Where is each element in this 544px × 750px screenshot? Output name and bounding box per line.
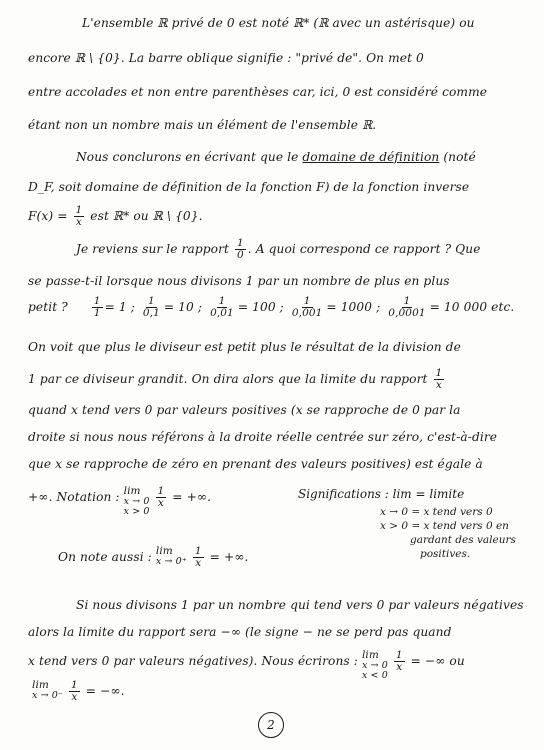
fraction-sequence: $\frac{1}{1}$ = 1 ; $\frac{1}{0,1}$ = 10 ; $\frac{1}{0,01}$ = 100 ; $\frac{1}{0,001}$ = 1000 ; $\frac{1}{0,0001}$ = 10 000 etc. [93, 295, 515, 319]
fraction-item: $\frac{1}{0,1}$ [142, 295, 160, 319]
p2-line-3 [28, 205, 203, 228]
significations-title: Significations : lim = limite [298, 487, 465, 501]
p3-line-2: se passe-t-il lorsque nous divisons 1 par un nombre de plus en plus [28, 274, 450, 288]
significations-line-1: x → 0 = x tend vers 0 [380, 506, 493, 518]
fraction-one-over-x: $\frac{1}{x}$ [71, 679, 78, 703]
p2-line-1-end: (noté [439, 150, 476, 164]
p1-line-2: encore ℝ \ {0}. La barre oblique signifie : "privé de". On met 0 [28, 51, 424, 65]
fraction-one-over-x: $\frac{1}{x}$ [75, 204, 83, 228]
fraction-item: $\frac{1}{0,01}$ [210, 295, 234, 319]
fraction-one-over-x: $\frac{1}{x}$ [435, 367, 443, 391]
fraction-one-over-x: $\frac{1}{x}$ [194, 545, 202, 569]
p5-line-4: lim x → 0⁻ $\frac{1}{x}$ = −∞. [32, 679, 125, 703]
domaine-de-definition-underlined: domaine de définition [302, 150, 440, 164]
p3-line-3 [28, 296, 514, 319]
p1-line-1: L'ensemble ℝ privé de 0 est noté ℝ* (ℝ avec un astérisque) ou [82, 16, 475, 30]
significations-line-3: gardant des valeurs [410, 534, 516, 546]
p3-line-1-end: . A quoi correspond ce rapport ? Que [247, 242, 481, 256]
p3-line-1-start: Je reviens sur le rapport [76, 242, 230, 256]
p3-line-4: On voit que plus le diviseur est petit plus le résultat de la division de [28, 340, 461, 354]
p1-line-4: étant non un nombre mais un élément de l'ensemble ℝ. [28, 118, 377, 132]
p3-line-6: quand x tend vers 0 par valeurs positives (x se rapproche de 0 par la [28, 403, 461, 417]
fraction-item: $\frac{1}{1}$ [93, 295, 101, 319]
fraction-one-over-zero: $\frac{1}{0}$ [237, 237, 244, 261]
limit-expression: lim x → 0⁺ [155, 545, 187, 567]
p2-line-3-start: F(x) = [28, 209, 68, 223]
fraction-item: $\frac{1}{0,0001}$ [388, 295, 426, 319]
limit-expression: lim x → 0 x < 0 [361, 649, 388, 681]
p2-line-3-end: est ℝ* ou ℝ \ {0}. [90, 209, 203, 223]
significations-line-4: positives. [420, 548, 471, 560]
p3-line-5 [28, 368, 446, 391]
page-number: 2 [267, 718, 275, 732]
p3-line-1 [76, 238, 481, 261]
fraction-one-over-x: $\frac{1}{x}$ [395, 649, 403, 673]
notation-label: +∞. Notation : [28, 490, 120, 504]
p5-line-1: Si nous divisons 1 par un nombre qui tend vers 0 par valeurs négatives [76, 598, 524, 612]
p3-line-5-start: 1 par ce diviseur grandit. On dira alors que la limite du rapport [28, 372, 428, 386]
p1-line-3: entre accolades et non entre parenthèses car, ici, 0 est considéré comme [28, 85, 488, 99]
page-number-circle [258, 712, 284, 738]
p3-line-3-start: petit ? [28, 300, 68, 314]
p2-line-1 [76, 150, 476, 164]
limit-expression: lim x → 0 x > 0 [123, 485, 150, 517]
p5-line-3: x tend vers 0 par valeurs négatives). Nous écrirons : lim x → 0 x < 0 $\frac{1}{x}$ = −∞ ou [28, 649, 465, 681]
p3-line-8: que x se rapproche de zéro en prenant des valeurs positives) est égale à [28, 457, 483, 471]
p3-line-9-notation: +∞. Notation : lim x → 0 x > 0 $\frac{1}{x}$ = +∞. [28, 485, 212, 517]
significations-line-2: x > 0 = x tend vers 0 en [380, 520, 509, 532]
limit-expression: lim x → 0⁻ [32, 679, 64, 701]
p5-line-3-start: x tend vers 0 par valeurs négatives). Nous écrirons : [28, 654, 358, 668]
p2-line-2: D_F, soit domaine de définition de la fonction F) de la fonction inverse [28, 180, 470, 194]
fraction-one-over-x: $\frac{1}{x}$ [157, 485, 165, 509]
fraction-item: $\frac{1}{0,001}$ [291, 295, 323, 319]
p5-line-2: alors la limite du rapport sera −∞ (le signe − ne se perd pas quand [28, 625, 452, 639]
p4-start: On note aussi : [58, 550, 152, 564]
p3-line-7: droite si nous nous référons à la droite réelle centrée sur zéro, c'est-à-dire [28, 430, 498, 444]
p2-line-1-start: Nous conclurons en écrivant que le [76, 150, 303, 164]
p4-line: On note aussi : lim x → 0⁺ $\frac{1}{x}$ = +∞. [58, 545, 249, 569]
